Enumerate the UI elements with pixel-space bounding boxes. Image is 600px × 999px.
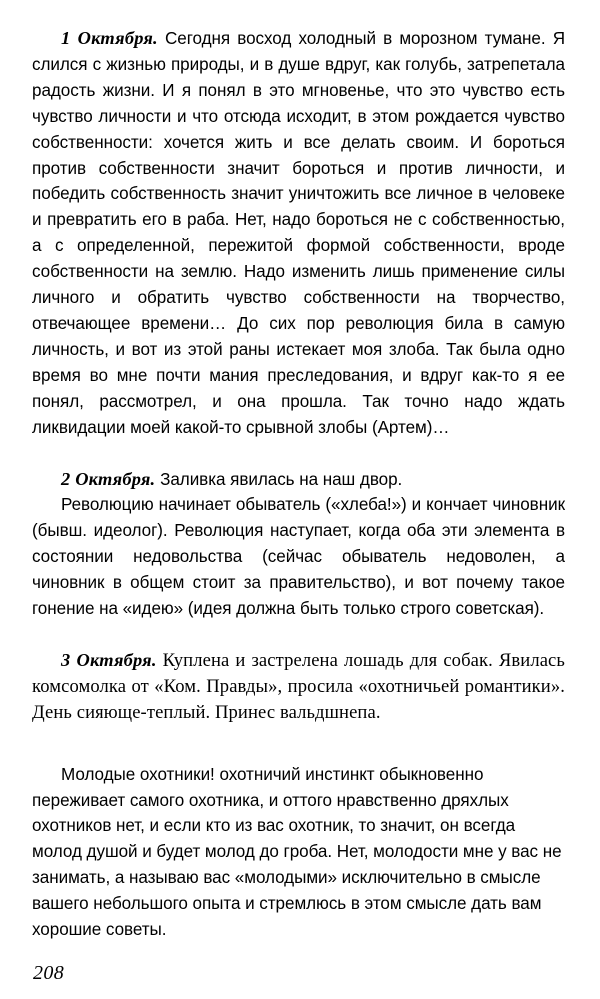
diary-entry-3-october	[32, 648, 565, 726]
date-heading-1-october: 1 Октября.	[61, 28, 158, 48]
diary-entry-2-october	[32, 467, 565, 493]
note-revolution	[32, 492, 565, 622]
diary-entry-2-october-body: Заливка явилась на наш двор.	[160, 469, 403, 489]
note-revolution-text: Революцию начинает обыватель («хлеба!») и кончает чиновник (бывш. идеолог). Революция наступает, когда оба эти элемента в состоянии недовольства (сейчас обыватель недоволен, а чиновник в общем стоит за правительство), и вот почему такое гонение на «идею» (идея должна быть только строго советская).	[32, 495, 565, 619]
page-number: 208	[33, 962, 65, 984]
page-text-block	[32, 26, 565, 943]
date-heading-2-october: 2 Октября.	[61, 468, 156, 489]
diary-entry-3-october-body: Куплена и застрелена лошадь для собак. Явилась комсомолка от «Ком. Правды», просила «охотничьей романтики». День сияюще-теплый. Принес вальдшнепа.	[32, 649, 565, 723]
diary-entry-1-october-body: Сегодня восход холодный в морозном тумане. Я слился с жизнью природы, и в душе вдруг, как голубь, затрепетала радость жизни. И я понял в это мгновенье, что это чувство есть чувство личности и что отсюда исходит, в этом рождается чувство собственности: хочется жить и все делать своим. И бороться против собственности значит бороться и против личности, и победить собственность значит уничтожить все личное в человеке и превратить его в раба. Нет, надо бороться не с собственностью, а с определенной, пережитой формой собственности, вроде собственности на землю. Надо изменить лишь применение силы личного и обратить чувство собственности на творчество, отвечающее времени… До сих пор революция била в самую личность, и вот из этой раны истекает моя злоба. Так была одно время во мне почти мания преследования, и вдруг как-то я ее понял, рассмотрел, и она прошла. Так точно надо ждать ликвидации моей какой-то срывной злобы (Артем)…	[32, 29, 565, 437]
note-young-hunters	[32, 762, 565, 943]
date-heading-3-october: 3 Октября.	[61, 649, 157, 670]
note-young-hunters-text: Молодые охотники! охотничий инстинкт обыкновенно переживает самого охотника, и оттого нравственно дряхлых охотников нет, и если кто из вас охотник, то значит, он всегда молод душой и будет молод до гроба. Нет, молодости мне у вас не занимать, а называю вас «молодыми» исключительно в смысле вашего небольшого опыта и стремлюсь в этом смысле дать вам хорошие советы.	[32, 764, 562, 940]
diary-entry-1-october	[32, 26, 565, 441]
